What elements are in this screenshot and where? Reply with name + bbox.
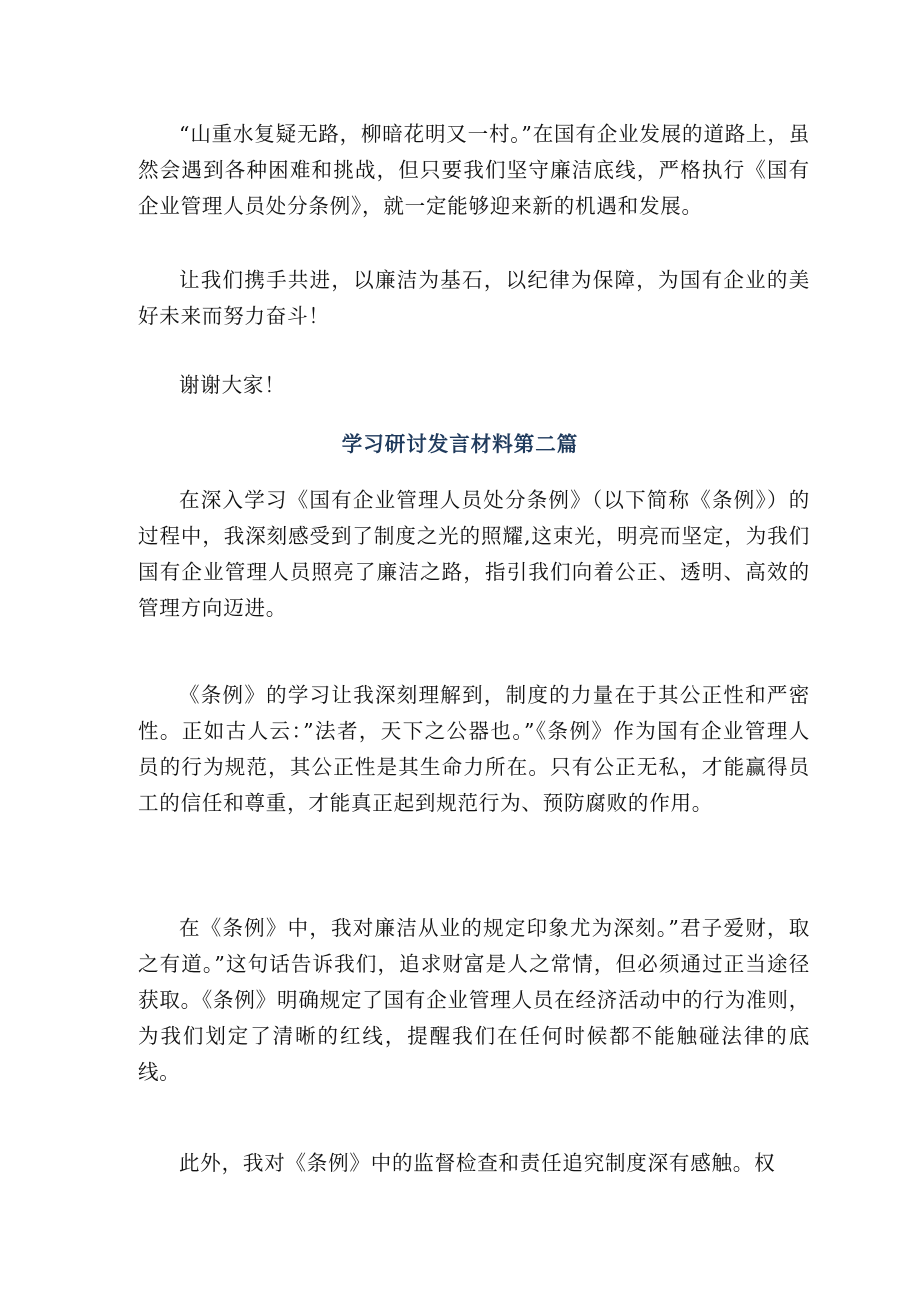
paragraph-thanks: 谢谢大家！ <box>179 373 286 397</box>
paragraph-call-to-action: 让我们携手共进，以廉洁为基石，以纪律为保障，为国有企业的美好未来而努力奋斗！ <box>138 268 810 328</box>
paragraph-intro: 在深入学习《国有企业管理人员处分条例》（以下简称《条例》）的过程中，我深刻感受到了制度之光的照耀,这束光，明亮而坚定，为我们国有企业管理人员照亮了廉洁之路，指引我们向着公正、透明、高效的管理方向迈进。 <box>138 488 810 620</box>
paragraph-closing-quote: “山重水复疑无路，柳暗花明又一村。”在国有企业发展的道路上，虽然会遇到各种困难和挑战，但只要我们坚守廉洁底线，严格执行《国有企业管理人员处分条例》，就一定能够迎来新的机遇和发展。 <box>138 122 810 218</box>
section-heading: 学习研讨发言材料第二篇 <box>341 432 579 456</box>
paragraph-supervision: 此外，我对《条例》中的监督检查和责任追究制度深有感触。权 <box>179 1151 776 1175</box>
paragraph-integrity: 在《条例》中，我对廉洁从业的规定印象尤为深刻。”君子爱财，取之有道。”这句话告诉我们，追求财富是人之常情，但必须通过正当途径获取。《条例》明确规定了国有企业管理人员在经济活动中的行为准则，为我们划定了清晰的红线，提醒我们在任何时候都不能触碰法律的底线。 <box>138 916 810 1084</box>
paragraph-fairness: 《条例》的学习让我深刻理解到，制度的力量在于其公正性和严密性。正如古人云：”法者，天下之公器也。”《条例》作为国有企业管理人员的行为规范，其公正性是其生命力所在。只有公正无私，才能赢得员工的信任和尊重，才能真正起到规范行为、预防腐败的作用。 <box>138 683 810 815</box>
